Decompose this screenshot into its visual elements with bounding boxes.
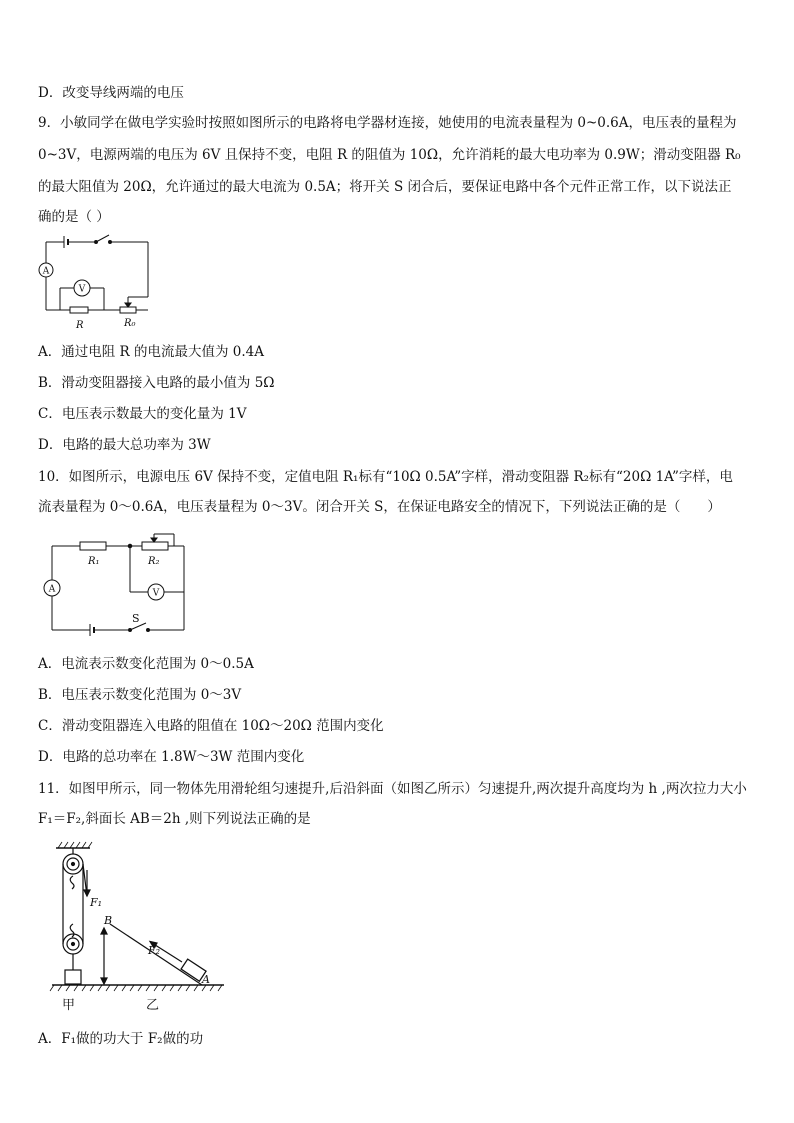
- q10-stem-line2: 流表量程为 0～0.6A，电压表量程为 0～3V。闭合开关 S，在保证电路安全的情况下，下列说法正确的是（ ）: [38, 499, 721, 515]
- q10-option-c: C．滑动变阻器连入电路的阻值在 10Ω～20Ω 范围内变化: [38, 718, 384, 734]
- f2-label: F₂: [148, 944, 161, 957]
- point-a-label: A: [202, 973, 210, 986]
- figure-yi-label: 乙: [146, 998, 160, 1013]
- q9-circuit-diagram: [34, 232, 158, 332]
- q9-stem-line4: 确的是（ ）: [38, 209, 110, 225]
- q11-option-a: A．F₁做的功大于 F₂做的功: [38, 1031, 204, 1047]
- switch-label: S: [132, 612, 140, 625]
- q10-option-d: D．电路的总功率在 1.8W～3W 范围内变化: [38, 749, 305, 765]
- ammeter-label: A: [42, 266, 50, 277]
- resistor-label: R: [76, 320, 84, 331]
- point-b-label: B: [104, 914, 113, 927]
- resistor-r1: [80, 542, 106, 550]
- q10-circuit-diagram: [38, 530, 190, 640]
- slider-arrow: [151, 538, 157, 542]
- ammeter-label: A: [48, 584, 56, 595]
- figure-jia-label: 甲: [62, 998, 76, 1013]
- r1-label: R₁: [88, 556, 100, 567]
- hook: [70, 876, 74, 889]
- q10-option-a: A．电流表示数变化范围为 0～0.5A: [38, 656, 254, 672]
- q11-pulley-incline-diagram: [38, 840, 234, 1020]
- q9-stem-line3: 的最大阻值为 20Ω，允许通过的最大电流为 0.5A；将开关 S 闭合后，要保证电路中各个元件正常工作，以下说法正: [38, 179, 732, 195]
- q9-option-d: D．电路的最大总功率为 3W: [38, 437, 211, 453]
- rheostat-r0: [120, 307, 136, 313]
- q8-option-d: D．改变导线两端的电压: [38, 85, 184, 101]
- weight-block: [65, 970, 81, 984]
- q11-stem-line1: 11．如图甲所示，同一物体先用滑轮组匀速提升,后沿斜面（如图乙所示）匀速提升,两次提升高度均为 h ,两次拉力大小: [38, 781, 747, 797]
- voltmeter-label: V: [152, 588, 160, 599]
- r2-label: R₂: [148, 556, 160, 567]
- q9-stem-line2: 0~3V，电源两端的电压为 6V 且保持不变，电阻 R 的阻值为 10Ω，允许消耗的最大电功率为 0.9W；滑动变阻器 R₀: [38, 147, 741, 163]
- hook: [70, 924, 74, 937]
- q9-option-b: B．滑动变阻器接入电路的最小值为 5Ω: [38, 375, 275, 391]
- q9-option-c: C．电压表示数最大的变化量为 1V: [38, 406, 247, 422]
- voltmeter-label: V: [78, 284, 86, 295]
- resistor-r: [70, 307, 88, 313]
- rheostat-label: R₀: [124, 318, 136, 329]
- q10-option-b: B．电压表示数变化范围为 0～3V: [38, 687, 242, 703]
- q11-stem-line2: F₁＝F₂,斜面长 AB＝2h ,则下列说法正确的是: [38, 811, 311, 827]
- f1-label: F₁: [90, 896, 103, 909]
- rheostat-r2: [142, 542, 168, 550]
- q9-option-a: A．通过电阻 R 的电流最大值为 0.4A: [38, 344, 265, 360]
- q10-stem-line1: 10．如图所示，电源电压 6V 保持不变，定值电阻 R₁标有“10Ω 0.5A”字样，滑动变阻器 R₂标有“20Ω 1A”字样，电: [38, 469, 733, 485]
- slider-arrow: [125, 303, 131, 307]
- switch-lever: [96, 235, 109, 242]
- q9-stem-line1: 9．小敏同学在做电学实验时按照如图所示的电路将电学器材连接，她使用的电流表量程为 0~0.6A，电压表的量程为: [38, 115, 737, 131]
